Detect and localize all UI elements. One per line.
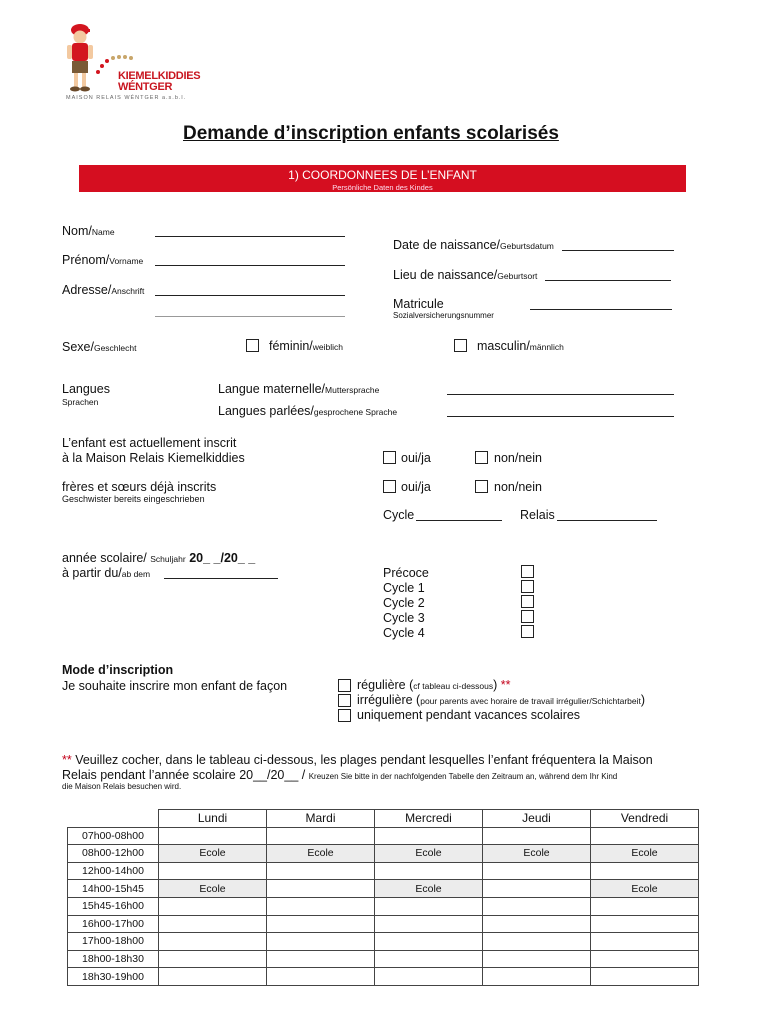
cycle-1-checkbox[interactable] <box>521 580 534 593</box>
inscrit-line2: à la Maison Relais Kiemelkiddies <box>62 451 245 465</box>
schedule-cell[interactable] <box>159 827 267 845</box>
schedule-cell[interactable] <box>267 933 375 951</box>
schedule-cell[interactable] <box>267 915 375 933</box>
lieu-naissance-field[interactable] <box>545 270 671 281</box>
freres-oui-label: oui/ja <box>401 480 431 494</box>
schedule-row <box>68 827 699 845</box>
logo <box>62 20 202 102</box>
note-line2: Relais pendant l’année scolaire 20__/20__ / Kreuzen Sie bitte in der nachfolgenden Tabelle den Zeitraum an, während dem Ihr Kind <box>62 768 618 782</box>
schedule-cell[interactable] <box>591 897 699 915</box>
freres-non-label: non/nein <box>494 480 542 494</box>
lieu-naissance-label: Lieu de naissance/Geburtsort <box>393 268 538 282</box>
schedule-cell[interactable] <box>483 968 591 986</box>
time-slot-label: 12h00-14h00 <box>68 862 159 880</box>
schedule-cell[interactable] <box>375 862 483 880</box>
schedule-cell[interactable] <box>159 897 267 915</box>
prenom-field[interactable] <box>155 255 345 266</box>
school-cell: Ecole <box>483 845 591 863</box>
schedule-row <box>68 915 699 933</box>
adresse-label: Adresse/Anschrift <box>62 283 145 297</box>
day-header-mercredi: Mercredi <box>375 810 483 828</box>
langue-maternelle-field[interactable] <box>447 384 674 395</box>
schedule-row <box>68 880 699 898</box>
school-cell: Ecole <box>375 845 483 863</box>
time-slot-label: 15h45-16h00 <box>68 897 159 915</box>
time-slot-label: 18h00-18h30 <box>68 950 159 968</box>
annee-scolaire-label: année scolaire/ Schuljahr 20_ _/20_ _ <box>62 551 256 565</box>
schedule-cell[interactable] <box>591 915 699 933</box>
cycle-3: Cycle 3 <box>383 611 425 625</box>
schedule-cell[interactable] <box>483 933 591 951</box>
schedule-cell[interactable] <box>159 968 267 986</box>
schedule-cell[interactable] <box>375 968 483 986</box>
section-header <box>79 165 686 192</box>
inscrit-line1: L’enfant est actuellement inscrit <box>62 436 237 450</box>
schedule-row <box>68 862 699 880</box>
schedule-cell[interactable] <box>267 897 375 915</box>
section-subtitle: Persönliche Daten des Kindes <box>332 183 433 192</box>
schedule-cell[interactable] <box>375 933 483 951</box>
schedule-row <box>68 968 699 986</box>
schedule-corner <box>68 810 159 828</box>
day-header-jeudi: Jeudi <box>483 810 591 828</box>
school-cell: Ecole <box>591 845 699 863</box>
school-cell: Ecole <box>267 845 375 863</box>
reguliere-label: régulière (cf tableau ci-dessous) ** <box>357 678 511 692</box>
schedule-cell[interactable] <box>483 862 591 880</box>
langues-label: Langues <box>62 382 110 396</box>
logo-brand-line1: KIEMELKIDDIES <box>118 70 201 82</box>
cycle-4: Cycle 4 <box>383 626 425 640</box>
schedule-row <box>68 950 699 968</box>
schedule-cell[interactable] <box>375 827 483 845</box>
schedule-cell[interactable] <box>591 968 699 986</box>
irreguliere-label: irrégulière (pour parents avec horaire de travail irrégulier/Schichtarbeit) <box>357 693 646 707</box>
school-cell: Ecole <box>591 880 699 898</box>
reguliere-checkbox[interactable] <box>338 679 351 692</box>
schedule-cell[interactable] <box>483 897 591 915</box>
schedule-row <box>68 933 699 951</box>
logo-subtitle: MAISON RELAIS WÉNTGER a.s.b.l. <box>66 95 187 101</box>
day-header-lundi: Lundi <box>159 810 267 828</box>
time-slot-label: 16h00-17h00 <box>68 915 159 933</box>
cycle-1: Cycle 1 <box>383 581 425 595</box>
day-header-vendredi: Vendredi <box>591 810 699 828</box>
freres-oui-checkbox[interactable] <box>383 480 396 493</box>
time-slot-label: 17h00-18h00 <box>68 933 159 951</box>
cycle-2-checkbox[interactable] <box>521 595 534 608</box>
section-title: 1) COORDONNEES DE L’ENFANT <box>288 168 477 182</box>
schedule-cell[interactable] <box>483 915 591 933</box>
masculin-checkbox[interactable] <box>454 339 467 352</box>
schedule-cell[interactable] <box>267 827 375 845</box>
langues-parlees-label: Langues parlées/gesprochene Sprache <box>218 404 398 418</box>
masculin-label: masculin/männlich <box>477 339 564 353</box>
school-cell: Ecole <box>159 880 267 898</box>
schedule-cell[interactable] <box>267 880 375 898</box>
schedule-cell[interactable] <box>591 862 699 880</box>
note-line1: ** Veuillez cocher, dans le tableau ci-dessous, les plages pendant lesquelles l’enfant fréquentera la Maison <box>62 753 653 767</box>
inscrit-oui-checkbox[interactable] <box>383 451 396 464</box>
cycle-precoce-checkbox[interactable] <box>521 565 534 578</box>
feminin-checkbox[interactable] <box>246 339 259 352</box>
schedule-cell[interactable] <box>591 827 699 845</box>
nom-field[interactable] <box>155 226 345 237</box>
school-cell: Ecole <box>375 880 483 898</box>
matricule-label: Matricule <box>393 297 444 311</box>
inscrit-oui-label: oui/ja <box>401 451 431 465</box>
schedule-row <box>68 897 699 915</box>
schedule-cell[interactable] <box>159 915 267 933</box>
time-slot-label: 08h00-12h00 <box>68 845 159 863</box>
schedule-row <box>68 845 699 863</box>
schedule-table <box>67 809 699 986</box>
a-partir-field[interactable] <box>164 568 278 579</box>
page-title: Demande d’inscription enfants scolarisés <box>183 123 559 144</box>
cycle-field[interactable] <box>416 510 502 521</box>
schedule-cell[interactable] <box>375 950 483 968</box>
schedule-cell[interactable] <box>375 897 483 915</box>
freres-sublabel: Geschwister bereits eingeschrieben <box>62 494 205 504</box>
freres-non-checkbox[interactable] <box>475 480 488 493</box>
day-header-mardi: Mardi <box>267 810 375 828</box>
schedule-cell[interactable] <box>375 915 483 933</box>
schedule-header-row <box>68 810 699 828</box>
adresse-field[interactable] <box>155 285 345 296</box>
inscrit-non-checkbox[interactable] <box>475 451 488 464</box>
schedule-cell[interactable] <box>483 880 591 898</box>
schedule-cell[interactable] <box>267 950 375 968</box>
prenom-label: Prénom/Vorname <box>62 253 144 267</box>
time-slot-label: 07h00-08h00 <box>68 827 159 845</box>
adresse-field-2[interactable] <box>155 306 345 317</box>
schedule-cell[interactable] <box>591 950 699 968</box>
sexe-label: Sexe/Geschlecht <box>62 340 137 354</box>
note-line3: die Maison Relais besuchen wird. <box>62 782 182 791</box>
time-slot-label: 14h00-15h45 <box>68 880 159 898</box>
school-cell: Ecole <box>159 845 267 863</box>
mode-intro: Je souhaite inscrire mon enfant de façon <box>62 679 288 693</box>
irreguliere-checkbox[interactable] <box>338 694 351 707</box>
schedule-cell[interactable] <box>591 933 699 951</box>
schedule-cell[interactable] <box>483 827 591 845</box>
inscrit-non-label: non/nein <box>494 451 542 465</box>
vacances-checkbox[interactable] <box>338 709 351 722</box>
schedule-cell[interactable] <box>267 968 375 986</box>
schedule-cell[interactable] <box>267 862 375 880</box>
feminin-label: féminin/weiblich <box>269 339 344 353</box>
time-slot-label: 18h30-19h00 <box>68 968 159 986</box>
cycle-list <box>383 566 429 641</box>
freres-label: frères et sœurs déjà inscrits <box>62 480 217 494</box>
langues-parlees-field[interactable] <box>447 406 674 417</box>
schedule-cell[interactable] <box>159 950 267 968</box>
logo-brand-line2: WÉNTGER <box>118 81 173 93</box>
cycle-2: Cycle 2 <box>383 596 425 610</box>
langue-maternelle-label: Langue maternelle/Muttersprache <box>218 382 380 396</box>
cycle-label: Cycle <box>383 508 415 522</box>
schedule-cell[interactable] <box>159 862 267 880</box>
matricule-field[interactable] <box>530 299 672 310</box>
schedule-cell[interactable] <box>159 933 267 951</box>
relais-label: Relais <box>520 508 555 522</box>
schedule-cell[interactable] <box>483 950 591 968</box>
nom-label: Nom/Name <box>62 224 115 238</box>
date-naissance-label: Date de naissance/Geburtsdatum <box>393 238 554 252</box>
date-naissance-field[interactable] <box>562 240 674 251</box>
cycle-precoce: Précoce <box>383 566 429 580</box>
mode-heading: Mode d’inscription <box>62 663 174 677</box>
cycle-4-checkbox[interactable] <box>521 625 534 638</box>
relais-field[interactable] <box>557 510 657 521</box>
a-partir-label: à partir du/ab dem <box>62 566 151 580</box>
matricule-sublabel: Sozialversicherungsnummer <box>393 311 494 320</box>
vacances-label: uniquement pendant vacances scolaires <box>357 708 581 722</box>
cycle-3-checkbox[interactable] <box>521 610 534 623</box>
langues-sublabel: Sprachen <box>62 397 99 407</box>
